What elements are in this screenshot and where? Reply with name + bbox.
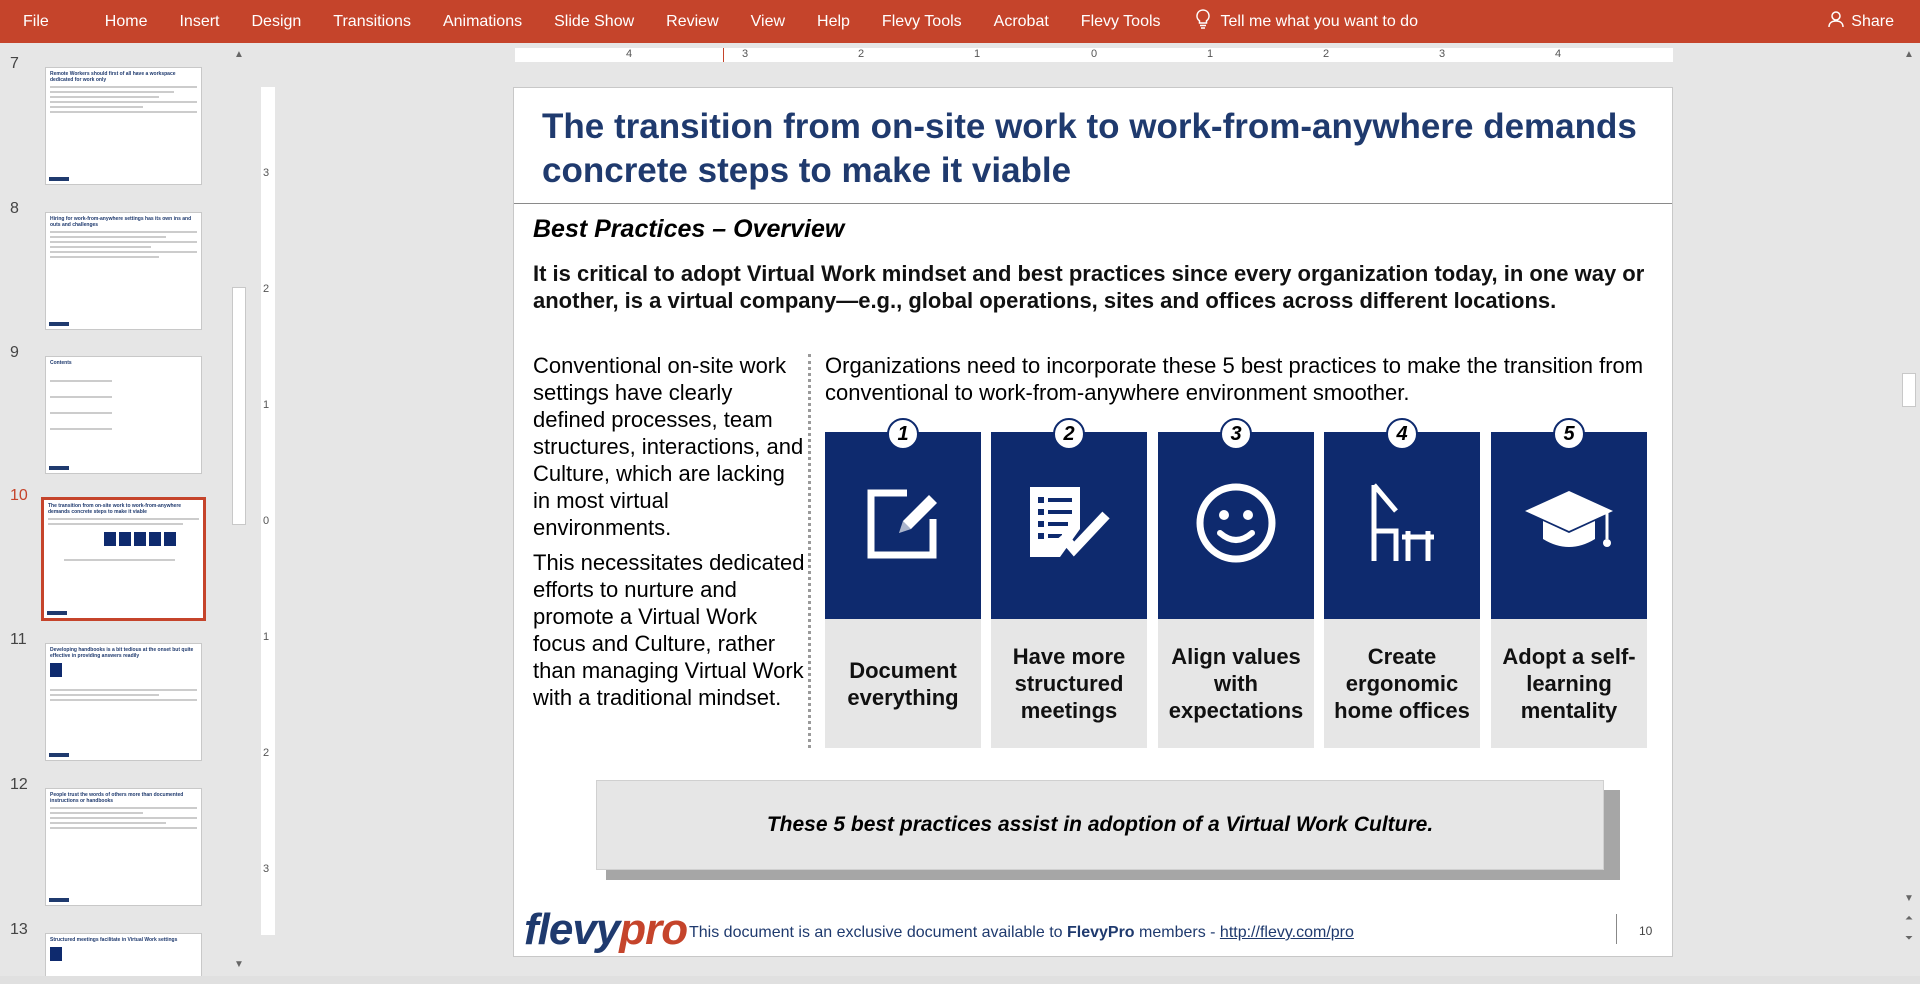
thumbnail-title: Hiring for work-from-anywhere settings has its own ins and outs and challenges bbox=[50, 216, 192, 228]
tab-help[interactable]: Help bbox=[817, 12, 850, 30]
person-icon bbox=[1827, 10, 1845, 33]
card-number-badge: 4 bbox=[1386, 418, 1418, 450]
thumbnail-title: Structured meetings facilitate in Virtual Work settings bbox=[50, 937, 178, 943]
practice-card-5[interactable] bbox=[1491, 422, 1647, 748]
footer-notice bbox=[689, 924, 1354, 942]
title-divider bbox=[514, 203, 1673, 204]
card-label: Have more structured meetings bbox=[991, 619, 1147, 748]
vertical-ruler bbox=[261, 87, 275, 935]
smiley-icon bbox=[1194, 481, 1278, 570]
right-intro-text[interactable]: Organizations need to incorporate these 5 best practices to make the transition from conventional to work-from-anywhere environment smoother. bbox=[825, 353, 1644, 405]
thumbnail-title: The transition from on-site work to work-from-anywhere demands concrete steps to make it viable bbox=[48, 503, 182, 515]
practice-card-4[interactable] bbox=[1324, 422, 1480, 748]
thumbnail-number: 7 bbox=[10, 55, 19, 72]
ruler-label: 2 bbox=[263, 747, 270, 759]
tab-review[interactable]: Review bbox=[666, 12, 719, 30]
footer-mid: members - bbox=[1134, 924, 1220, 941]
thumbnail-image[interactable] bbox=[45, 356, 202, 474]
best-practices-cards bbox=[825, 422, 1648, 748]
ruler-label: 2 bbox=[1323, 48, 1330, 60]
tell-me-label: Tell me what you want to do bbox=[1220, 12, 1418, 30]
thumbnail-number: 9 bbox=[10, 344, 19, 361]
slide-thumbnail-pane bbox=[0, 43, 210, 977]
card-label: Create ergonomic home offices bbox=[1324, 619, 1480, 748]
logo-flevy: flevy bbox=[524, 905, 620, 954]
tab-flevy-tools[interactable]: Flevy Tools bbox=[881, 12, 962, 30]
tab-view[interactable]: View bbox=[750, 12, 786, 30]
ruler-label: 4 bbox=[1555, 48, 1562, 60]
ruler-label: 2 bbox=[263, 283, 270, 295]
logo-pro: pro bbox=[619, 905, 688, 954]
ruler-label: 3 bbox=[263, 863, 270, 875]
slide-page-number: 10 bbox=[1639, 924, 1653, 938]
thumbnail-number: 13 bbox=[10, 921, 28, 938]
graduation-cap-icon bbox=[1521, 483, 1617, 568]
tab-slide-show[interactable]: Slide Show bbox=[554, 12, 635, 30]
thumbnail-title: Remote Workers should first of all have a workspace dedicated for work only bbox=[50, 71, 176, 83]
ruler-label: 4 bbox=[626, 48, 633, 60]
thumbnail-number: 10 bbox=[10, 487, 28, 504]
card-icon-box bbox=[1158, 432, 1314, 619]
flevypro-logo bbox=[524, 905, 687, 955]
dotted-divider bbox=[808, 354, 811, 748]
card-number-badge: 2 bbox=[1053, 418, 1085, 450]
edit-icon bbox=[863, 483, 943, 568]
thumbnail-number: 8 bbox=[10, 200, 19, 217]
card-icon-box bbox=[991, 432, 1147, 619]
tab-home[interactable]: Home bbox=[104, 12, 148, 30]
card-number-badge: 3 bbox=[1220, 418, 1252, 450]
thumbnail-title: Developing handbooks is a bit tedious at the onset but quite effective in providing answers readily bbox=[50, 647, 194, 659]
horizontal-ruler bbox=[515, 48, 1673, 62]
practice-card-2[interactable] bbox=[991, 422, 1147, 748]
tab-design[interactable]: Design bbox=[251, 12, 302, 30]
scrollbar-thumb[interactable] bbox=[1902, 373, 1916, 407]
lightbulb-icon bbox=[1195, 9, 1211, 34]
share-button[interactable] bbox=[1827, 0, 1894, 43]
card-icon-box bbox=[1324, 432, 1480, 619]
ruler-label: 1 bbox=[263, 399, 270, 411]
footer-divider bbox=[1616, 914, 1617, 944]
scroll-down-icon[interactable]: ▼ bbox=[234, 958, 244, 970]
left-paragraph-1: Conventional on-site work settings have clearly defined processes, team structures, interactions, and Culture, which are lacking in most virtual environments. bbox=[533, 353, 804, 540]
card-number-badge: 5 bbox=[1553, 418, 1585, 450]
card-icon-box bbox=[1491, 432, 1647, 619]
footer-brand: FlevyPro bbox=[1066, 924, 1135, 941]
section-heading[interactable]: Best Practices – Overview bbox=[533, 215, 845, 243]
practice-card-3[interactable] bbox=[1158, 422, 1314, 748]
status-bar bbox=[0, 976, 1920, 984]
ruler-label: 1 bbox=[263, 631, 270, 643]
footer-link[interactable]: http://flevy.com/pro bbox=[1219, 924, 1354, 941]
thumbnail-image[interactable] bbox=[45, 788, 202, 906]
tell-me-search[interactable] bbox=[1177, 0, 1434, 43]
scrollbar-thumb[interactable] bbox=[232, 287, 246, 525]
tab-transitions[interactable]: Transitions bbox=[333, 12, 411, 30]
ruler-label: 3 bbox=[742, 48, 749, 60]
scroll-up-icon[interactable]: ▲ bbox=[234, 48, 244, 60]
thumbnail-image[interactable] bbox=[41, 497, 206, 621]
thumbnail-image[interactable] bbox=[45, 643, 202, 761]
next-slide-icon[interactable]: ⏷ bbox=[1905, 932, 1913, 944]
tab-acrobat[interactable]: Acrobat bbox=[993, 12, 1049, 30]
thumbnail-number: 12 bbox=[10, 776, 28, 793]
tab-flevy-tools-2[interactable]: Flevy Tools bbox=[1080, 12, 1161, 30]
slide-title[interactable]: The transition from on-site work to work-from-anywhere demands concrete steps to make it viable bbox=[542, 107, 1637, 190]
scroll-up-icon[interactable]: ▲ bbox=[1904, 48, 1914, 60]
lead-statement[interactable]: It is critical to adopt Virtual Work mindset and best practices since every organization today, in one way or another, is a virtual company—e.g., global operations, sites and offices across different locations. bbox=[533, 261, 1645, 313]
thumbnail-title: Contents bbox=[50, 360, 72, 366]
card-number-badge: 1 bbox=[887, 418, 919, 450]
thumbnail-image[interactable] bbox=[45, 67, 202, 185]
footer-prefix: This document is an exclusive document available to bbox=[689, 924, 1067, 941]
editor-scrollbar[interactable] bbox=[1898, 43, 1920, 973]
ruler-label: 2 bbox=[858, 48, 865, 60]
ruler-label: 3 bbox=[263, 167, 270, 179]
thumbnail-image[interactable] bbox=[45, 212, 202, 330]
card-icon-box bbox=[825, 432, 981, 619]
left-text-column[interactable] bbox=[533, 352, 808, 719]
ribbon-tabs bbox=[0, 0, 1920, 43]
ruler-label: 1 bbox=[974, 48, 981, 60]
thumbnail-image[interactable] bbox=[45, 933, 202, 977]
ruler-label: 0 bbox=[263, 515, 270, 527]
ruler-label: 3 bbox=[1439, 48, 1446, 60]
ruler-label: 0 bbox=[1091, 48, 1098, 60]
practice-card-1[interactable] bbox=[825, 422, 981, 748]
desk-chair-icon bbox=[1362, 481, 1442, 570]
summary-callout[interactable]: These 5 best practices assist in adoption of a Virtual Work Culture. bbox=[596, 780, 1604, 870]
thumbnail-title: People trust the words of others more than documented instructions or handbooks bbox=[50, 792, 184, 804]
previous-slide-icon[interactable]: ⏶ bbox=[1905, 912, 1913, 924]
share-label: Share bbox=[1851, 12, 1894, 30]
tab-insert[interactable]: Insert bbox=[179, 12, 220, 30]
left-paragraph-2: This necessitates dedicated efforts to nurture and promote a Virtual Work focus and Culture, rather than managing Virtual Work with a traditional mindset. bbox=[533, 550, 805, 710]
scroll-down-icon[interactable]: ▼ bbox=[1904, 892, 1914, 904]
slide-canvas[interactable] bbox=[513, 87, 1673, 957]
tab-file[interactable]: File bbox=[23, 12, 49, 30]
tab-animations[interactable]: Animations bbox=[442, 12, 523, 30]
card-label: Document everything bbox=[825, 619, 981, 748]
card-label: Adopt a self-learning mentality bbox=[1491, 619, 1647, 748]
ruler-label: 1 bbox=[1207, 48, 1214, 60]
thumbnail-number: 11 bbox=[10, 631, 27, 648]
checklist-icon bbox=[1024, 483, 1114, 568]
thumbnail-scrollbar[interactable] bbox=[228, 43, 250, 973]
card-label: Align values with expectations bbox=[1158, 619, 1314, 748]
